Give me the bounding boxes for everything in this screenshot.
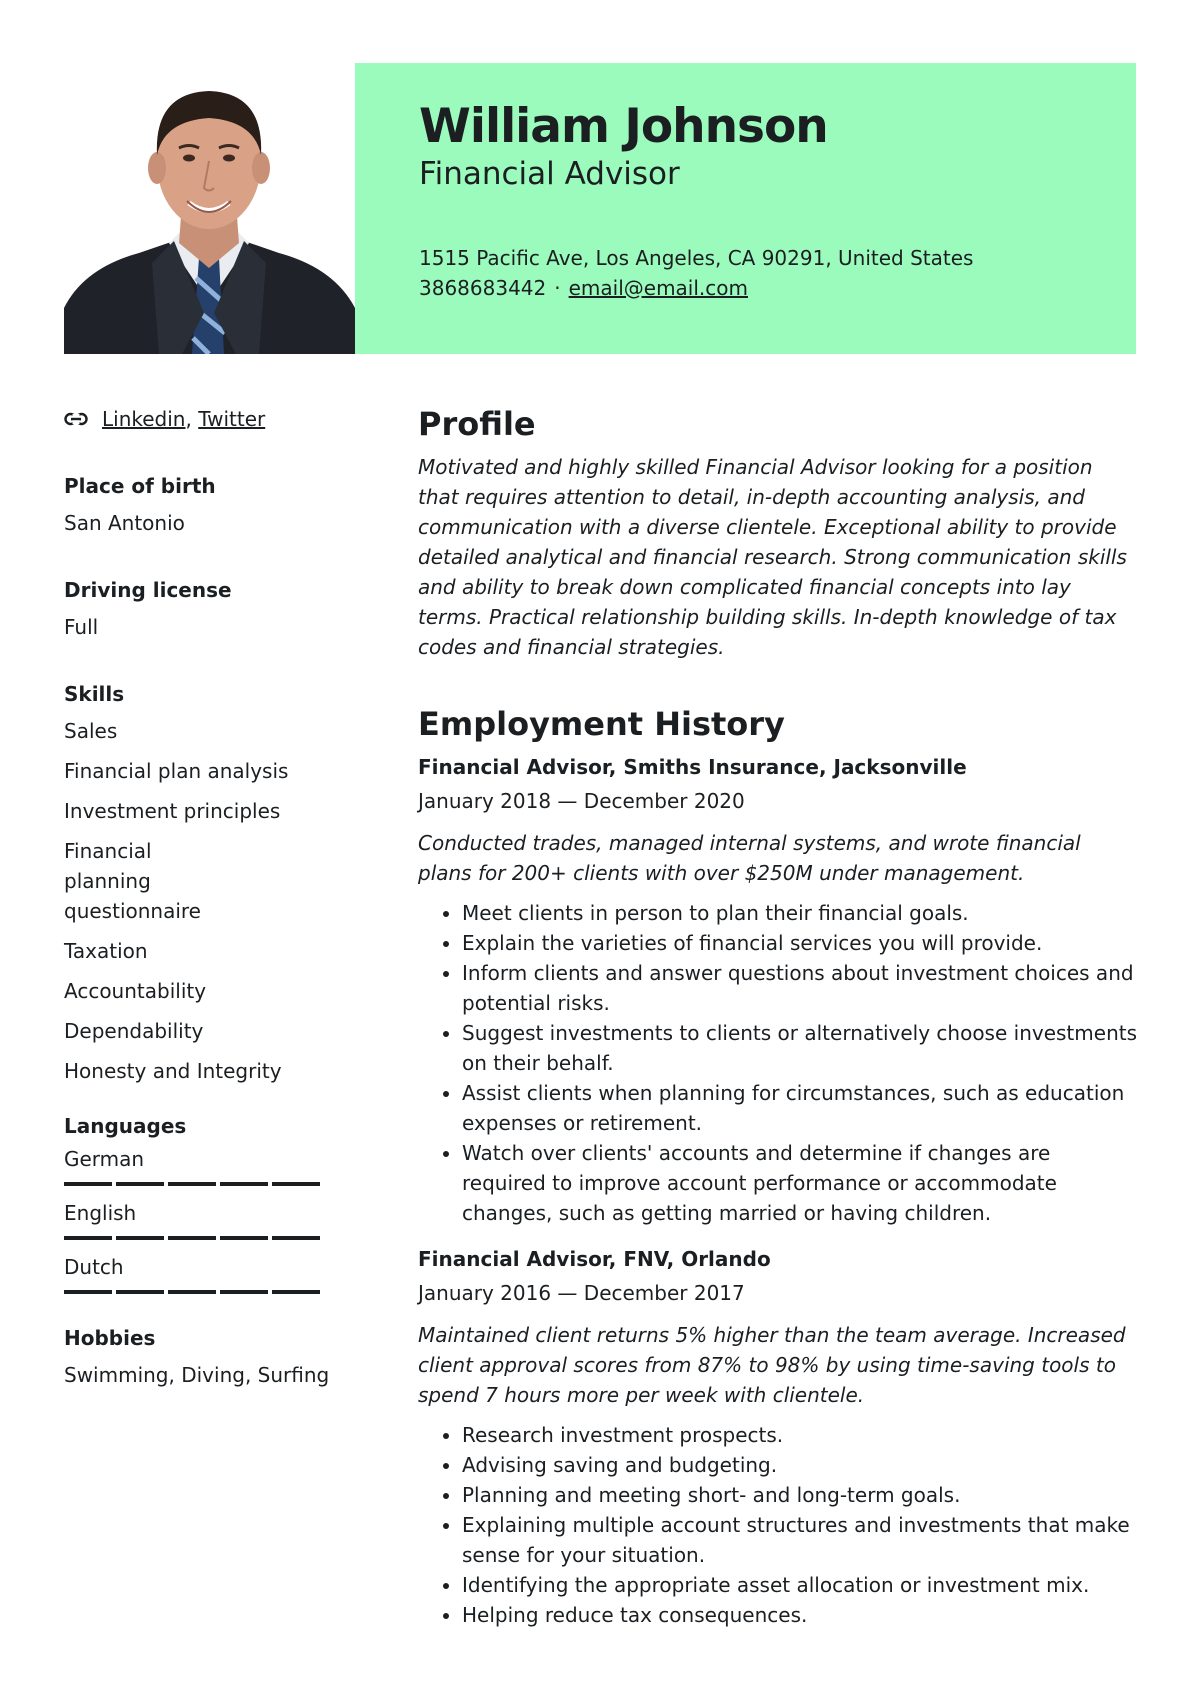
language-item [64,1144,354,1186]
language-level-segment [64,1236,112,1240]
job-bullet: • Inform clients and answer questions about investment choices and potential risks. [462,958,1138,1018]
languages-list [64,1144,354,1294]
skills-list [64,716,354,1086]
portrait-image [64,63,355,354]
language-name: English [64,1201,137,1225]
phone: 3868683442 [419,276,547,300]
linkedin-link[interactable]: Linkedin [102,407,186,431]
skill-item: Taxation [64,939,148,963]
job-entry [418,1244,1138,1630]
job-entry [418,752,1138,1228]
profile-text: Motivated and highly skilled Financial Advisor looking for a position that requires attention to detail, in-depth accounting analysis, and communication with a diverse clientele. Exceptional ability to provide detailed analytical and financial research. Strong communication skills and ability to break down complicated financial concepts into lay terms. Practical relationship building skills. In-depth knowledge of tax codes and financial strategies. [418,455,1127,659]
job-bullet: • Meet clients in person to plan their financial goals. [462,898,1138,928]
place-of-birth-label: Place of birth [64,474,216,498]
language-level-segment [64,1290,112,1294]
hobbies-value: Swimming, Diving, Surfing [64,1363,330,1387]
hobbies-section [64,1324,354,1390]
language-level-segment [116,1290,164,1294]
language-level-segment [220,1290,268,1294]
job-dates: January 2016 — December 2017 [418,1281,745,1305]
language-level-segment [168,1182,216,1186]
languages-label: Languages [64,1114,187,1138]
header-banner [355,63,1136,354]
job-bullet: • Planning and meeting short- and long-term goals. [462,1480,1138,1510]
language-name: Dutch [64,1255,124,1279]
language-name: German [64,1147,145,1171]
skill-item: Financial plan analysis [64,759,289,783]
language-level-segment [272,1236,320,1240]
email-link[interactable]: email@email.com [568,276,748,300]
profile-photo [64,63,355,354]
job-bullet: • Watch over clients' accounts and determine if changes are required to improve account performance or accommodate changes, such as getting married or having children. [462,1138,1138,1228]
language-level-segment [116,1236,164,1240]
language-item [64,1252,354,1294]
language-level-bars [64,1236,354,1240]
language-level-bars [64,1182,354,1186]
language-item [64,1198,354,1240]
job-bullets [418,1420,1138,1630]
address: 1515 Pacific Ave, Los Angeles, CA 90291, United States [419,246,974,270]
skill-item: Sales [64,719,118,743]
hobbies-label: Hobbies [64,1326,156,1350]
job-bullet: • Suggest investments to clients or alternatively choose investments on their behalf. [462,1018,1138,1078]
skills-section [64,680,354,1086]
language-level-segment [272,1182,320,1186]
separator: · [554,276,561,300]
skills-label: Skills [64,682,125,706]
job-dates: January 2018 — December 2020 [418,789,745,813]
language-level-segment [116,1182,164,1186]
job-title: Financial Advisor, Smiths Insurance, Jacksonville [418,755,967,779]
skill-item: Investment principles [64,799,281,823]
job-bullet: • Explaining multiple account structures and investments that make sense for your situation. [462,1510,1138,1570]
job-bullet: • Assist clients when planning for circumstances, such as education expenses or retirement. [462,1078,1138,1138]
job-bullets [418,898,1138,1228]
job-bullet: • Helping reduce tax consequences. [462,1600,1138,1630]
social-links [64,404,354,434]
languages-section [64,1112,354,1294]
language-level-segment [220,1236,268,1240]
language-level-segment [272,1290,320,1294]
job-bullet: • Advising saving and budgeting. [462,1450,1138,1480]
language-level-segment [64,1182,112,1186]
language-level-segment [168,1236,216,1240]
language-level-bars [64,1290,354,1294]
links-comma: , [185,407,192,431]
job-bullet: • Research investment prospects. [462,1420,1138,1450]
driving-license-value: Full [64,615,99,639]
job-description: Conducted trades, managed internal systems, and wrote financial plans for 200+ clients with over $250M under management. [418,831,1081,885]
job-title: Financial Advisor, FNV, Orlando [418,1247,771,1271]
candidate-title: Financial Advisor [419,156,680,192]
link-icon [64,411,88,427]
twitter-link[interactable]: Twitter [198,407,266,431]
skill-item: Dependability [64,1019,204,1043]
profile-section [418,404,1138,662]
skill-item: Financial planning questionnaire [64,839,201,923]
language-level-segment [220,1182,268,1186]
skill-item: Accountability [64,979,207,1003]
candidate-name: William Johnson [419,99,828,154]
place-of-birth-value: San Antonio [64,511,185,535]
employment-section [418,704,1138,1630]
job-bullet: • Identifying the appropriate asset allocation or investment mix. [462,1570,1138,1600]
driving-license-section [64,576,354,642]
profile-heading: Profile [418,405,536,443]
driving-license-label: Driving license [64,578,232,602]
job-bullet: • Explain the varieties of financial services you will provide. [462,928,1138,958]
main-content [418,404,1138,1630]
employment-heading: Employment History [418,705,785,743]
language-level-segment [168,1290,216,1294]
contact-line [419,273,1136,303]
sidebar [64,404,354,1390]
skill-item: Honesty and Integrity [64,1059,282,1083]
job-description: Maintained client returns 5% higher than the team average. Increased client approval scores from 87% to 98% by using time-saving tools to spend 7 hours more per week with clientele. [418,1323,1126,1407]
place-of-birth-section [64,472,354,538]
